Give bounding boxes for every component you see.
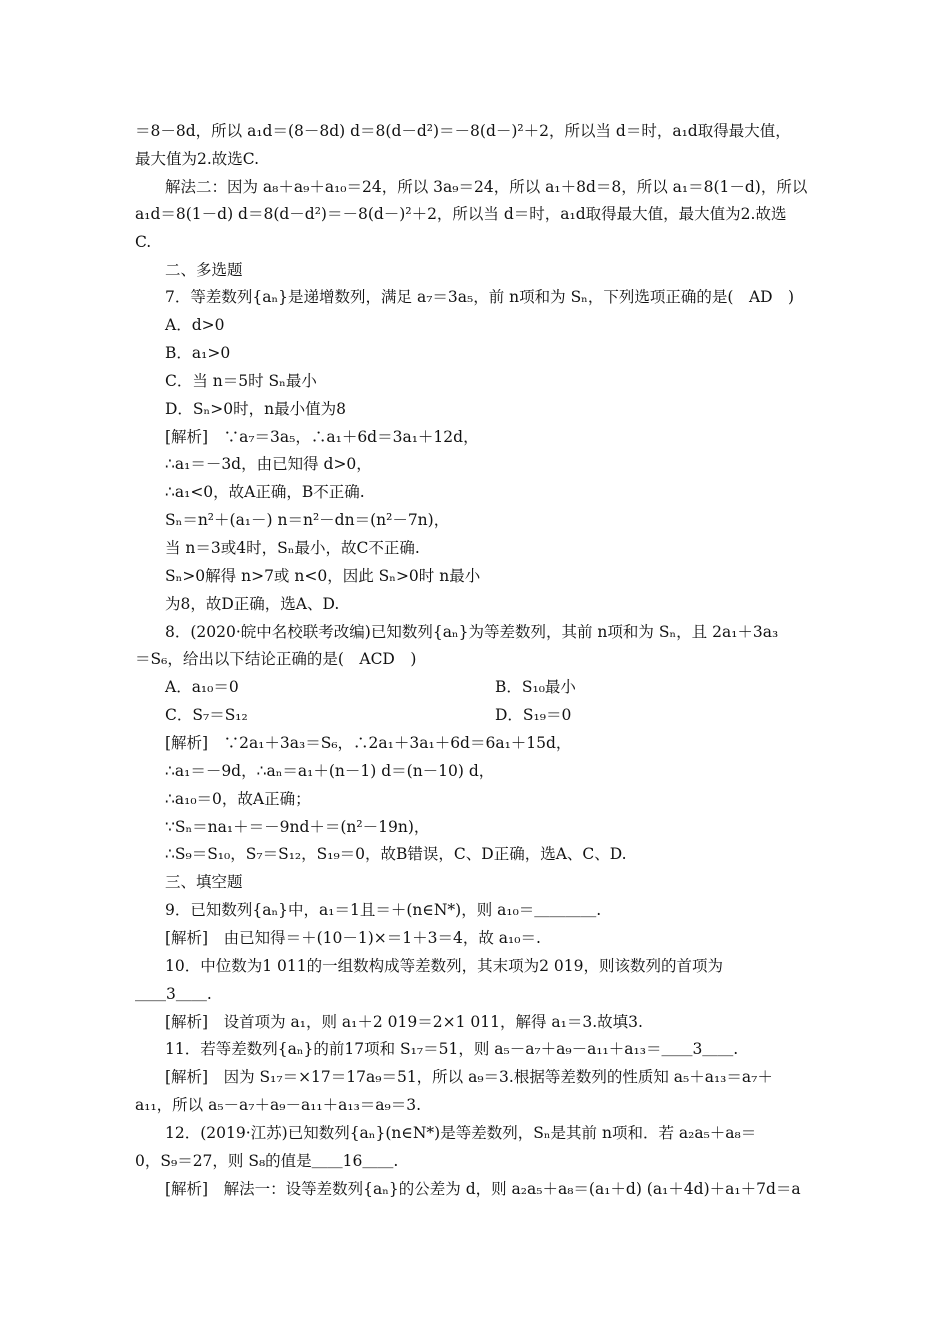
option-d: D．Sₙ>0时，n最小值为8 — [165, 400, 346, 418]
solution-line: [解析] 设首项为 a₁，则 a₁＋2 019＝2×1 011，解得 a₁＝3.故填3. — [165, 1013, 643, 1031]
question-11: 11．若等差数列{aₙ}的前17项和 S₁₇＝51，则 a₅－a₇＋a₉－a₁₁＋a₁₃＝＿＿3＿＿. — [165, 1040, 739, 1058]
text-line: 最大值为2.故选C. — [135, 150, 260, 168]
solution-line: Sₙ>0解得 n>7或 n<0，因此 Sₙ>0时 n最小 — [165, 567, 481, 585]
solution-line: a₁₁，所以 a₅－a₇＋a₉－a₁₁＋a₁₃＝a₉＝3. — [135, 1096, 422, 1114]
text-line: 解法二：因为 a₈＋a₉＋a₁₀＝24，所以 3a₉＝24，所以 a₁＋8d＝8，所以 a₁＝8(1－d)，所以 — [165, 178, 808, 196]
question-9: 9．已知数列{aₙ}中，a₁＝1且＝＋(n∈N*)，则 a₁₀＝＿＿＿＿. — [165, 901, 602, 919]
section-heading: 三、填空题 — [165, 873, 243, 891]
solution-line: [解析] 因为 S₁₇＝×17＝17a₉＝51，所以 a₉＝3.根据等差数列的性质知 a₅＋a₁₃＝a₇＋ — [165, 1068, 773, 1086]
option-c: C．S₇＝S₁₂ — [165, 706, 248, 724]
solution-line: ∴a₁＝－3d，由已知得 d>0， — [165, 455, 372, 473]
question-10: 10．中位数为1 011的一组数构成等差数列，其末项为2 019，则该数列的首项为 — [165, 957, 723, 975]
solution-line: ∴a₁<0，故A正确，B不正确. — [165, 483, 365, 501]
solution-line: [解析] ∵a₇＝3a₅，∴a₁＋6d＝3a₁＋12d， — [165, 428, 479, 446]
solution-line: ∴a₁＝－9d，∴aₙ＝a₁＋(n－1) d＝(n－10) d， — [165, 762, 495, 780]
option-a: A．d>0 — [165, 316, 225, 334]
question-8: 8．(2020·皖中名校联考改编)已知数列{aₙ}为等差数列，其前 n项和为 Sₙ，且 2a₁＋3a₃ — [165, 623, 779, 641]
solution-line: ∴S₉＝S₁₀，S₇＝S₁₂，S₁₉＝0，故B错误，C、D正确，选A、C、D. — [165, 845, 627, 863]
option-a: A．a₁₀＝0 — [165, 678, 239, 696]
text-line: ＝S₆，给出以下结论正确的是( ACD ) — [135, 650, 417, 668]
solution-line: [解析] 由已知得＝＋(10－1)×＝1＋3＝4，故 a₁₀＝. — [165, 929, 541, 947]
text-line: C. — [135, 233, 152, 251]
solution-line: ∴a₁₀＝0，故A正确； — [165, 790, 311, 808]
option-b: B．a₁>0 — [165, 344, 231, 362]
solution-line: [解析] 解法一：设等差数列{aₙ}的公差为 d，则 a₂a₅＋a₈＝(a₁＋d) (a₁＋4d)＋a₁＋7d＝a — [165, 1180, 801, 1198]
question-7: 7．等差数列{aₙ}是递增数列，满足 a₇＝3a₅，前 n项和为 Sₙ，下列选项正确的是( AD ) — [165, 288, 795, 306]
option-c: C．当 n＝5时 Sₙ最小 — [165, 372, 317, 390]
section-heading: 二、多选题 — [165, 261, 243, 279]
option-d: D．S₁₉＝0 — [495, 706, 572, 724]
text-line: a₁d＝8(1－d) d＝8(d－d²)＝－8(d－)²＋2，所以当 d＝时，a₁d取得最大值，最大值为2.故选 — [135, 205, 787, 223]
solution-line: [解析] ∵2a₁＋3a₃＝S₆，∴2a₁＋3a₁＋6d＝6a₁＋15d， — [165, 734, 572, 752]
text-line: ＝8－8d，所以 a₁d＝(8－8d) d＝8(d－d²)＝－8(d－)²＋2，所以当 d＝时，a₁d取得最大值， — [135, 122, 791, 140]
solution-line: Sₙ＝n²＋(a₁－) n＝n²－dn＝(n²－7n)， — [165, 511, 450, 529]
solution-line: 当 n＝3或4时，Sₙ最小，故C不正确. — [165, 539, 420, 557]
text-line: 0，S₉＝27，则 S₈的值是＿＿16＿＿. — [135, 1152, 399, 1170]
option-b: B．S₁₀最小 — [495, 678, 576, 696]
answer-blank: ＿＿3＿＿. — [135, 985, 212, 1003]
question-12: 12．(2019·江苏)已知数列{aₙ}(n∈N*)是等差数列，Sₙ是其前 n项和．若 a₂a₅＋a₈＝ — [165, 1124, 757, 1142]
solution-line: ∵Sₙ＝na₁＋＝－9nd＋＝(n²－19n)， — [165, 818, 430, 836]
solution-line: 为8，故D正确，选A、D. — [165, 595, 340, 613]
